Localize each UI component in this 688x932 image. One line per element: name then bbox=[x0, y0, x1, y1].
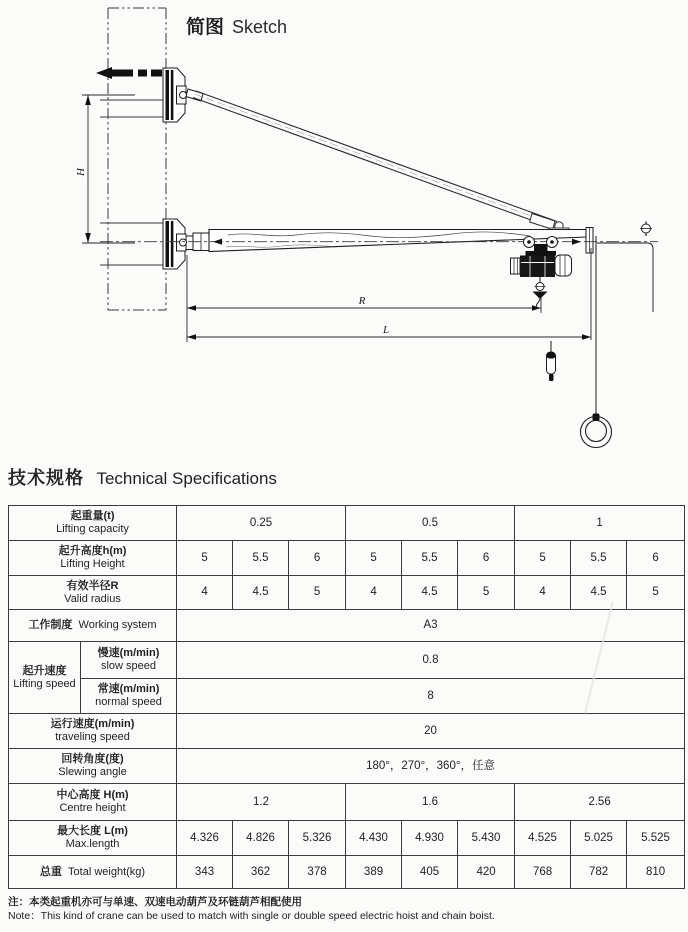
label-normal-speed bbox=[81, 679, 177, 714]
total-weight-value: 782 bbox=[571, 856, 627, 889]
traveling-speed-value: 20 bbox=[177, 714, 685, 749]
height-value: 6 bbox=[458, 541, 515, 576]
label-slow-speed-en: slow speed bbox=[100, 660, 157, 672]
label-total-weight-zh: 总重 bbox=[39, 865, 62, 878]
label-normal-speed-en: normal speed bbox=[95, 696, 162, 708]
max-length-value: 4.826 bbox=[233, 821, 289, 856]
row-working-system bbox=[9, 610, 685, 642]
row-centre-height bbox=[9, 784, 685, 821]
label-lifting-capacity bbox=[9, 506, 177, 541]
label-centre-height-zh: 中心高度 H(m) bbox=[56, 789, 129, 801]
crane-sketch bbox=[0, 0, 688, 460]
bottom-wall-bracket bbox=[163, 219, 193, 269]
centre-height-value: 1.6 bbox=[346, 784, 515, 821]
working-system-value: A3 bbox=[177, 610, 685, 642]
label-traveling-speed-en: traveling speed bbox=[55, 731, 130, 743]
crane-sketch-drawing bbox=[0, 0, 688, 460]
radius-value: 5 bbox=[289, 576, 346, 610]
footnote bbox=[8, 896, 495, 922]
height-value: 5.5 bbox=[571, 541, 627, 576]
radius-value: 4.5 bbox=[402, 576, 458, 610]
label-working-system-zh: 工作制度 bbox=[28, 619, 73, 631]
label-centre-height-en: Centre height bbox=[59, 802, 126, 814]
label-slewing-angle-en: Slewing angle bbox=[58, 766, 127, 778]
capacity-value: 0.25 bbox=[177, 506, 346, 541]
footnote-zh: 注：本类起重机亦可与单速、双速电动葫芦及环链葫芦相配使用 bbox=[8, 896, 302, 908]
radius-value: 4.5 bbox=[233, 576, 289, 610]
max-length-value: 5.430 bbox=[458, 821, 515, 856]
row-slow-speed bbox=[9, 642, 685, 679]
row-normal-speed bbox=[9, 679, 685, 714]
normal-speed-value: 8 bbox=[177, 679, 685, 714]
row-valid-radius bbox=[9, 576, 685, 610]
label-normal-speed-zh: 常速(m/min) bbox=[97, 683, 160, 695]
total-weight-value: 389 bbox=[346, 856, 402, 889]
height-value: 5 bbox=[515, 541, 571, 576]
label-lifting-height-zh: 起升高度h(m) bbox=[58, 545, 127, 557]
height-value: 5 bbox=[346, 541, 402, 576]
label-total-weight bbox=[9, 856, 177, 889]
radius-value: 4 bbox=[177, 576, 233, 610]
max-length-value: 4.930 bbox=[402, 821, 458, 856]
label-valid-radius-zh: 有效半径R bbox=[66, 579, 119, 592]
label-traveling-speed bbox=[9, 714, 177, 749]
sketch-title-zh: 简图 bbox=[186, 17, 225, 38]
footnote-en: Note：This kind of crane can be used to match with single or double speed electric hoist and chain boist. bbox=[8, 910, 495, 922]
height-value: 5.5 bbox=[402, 541, 458, 576]
spec-table bbox=[8, 505, 685, 889]
label-lifting-speed-zh: 起升速度 bbox=[22, 664, 67, 677]
max-length-value: 5.025 bbox=[571, 821, 627, 856]
height-value: 6 bbox=[627, 541, 685, 576]
dimension-L-label: L bbox=[382, 324, 390, 336]
label-lifting-capacity-zh: 起重量(t) bbox=[70, 510, 115, 522]
label-valid-radius bbox=[9, 576, 177, 610]
label-lifting-speed bbox=[9, 642, 81, 714]
total-weight-value: 405 bbox=[402, 856, 458, 889]
row-max-length bbox=[9, 821, 685, 856]
label-valid-radius-en: Valid radius bbox=[64, 592, 121, 605]
row-traveling-speed bbox=[9, 714, 685, 749]
slow-speed-value: 0.8 bbox=[177, 642, 685, 679]
label-total-weight-en: Total weight(kg) bbox=[68, 865, 146, 878]
label-lifting-height bbox=[9, 541, 177, 576]
total-weight-value: 810 bbox=[627, 856, 685, 889]
centre-height-value: 1.2 bbox=[177, 784, 346, 821]
radius-value: 4 bbox=[346, 576, 402, 610]
max-length-value: 4.430 bbox=[346, 821, 402, 856]
total-weight-value: 362 bbox=[233, 856, 289, 889]
dimension-H-label: H bbox=[75, 168, 87, 176]
row-lifting-height bbox=[9, 541, 685, 576]
label-slow-speed bbox=[81, 642, 177, 679]
label-max-length bbox=[9, 821, 177, 856]
total-weight-value: 378 bbox=[289, 856, 346, 889]
label-lifting-height-en: Lifting Height bbox=[60, 558, 125, 570]
hoist-hook bbox=[533, 277, 548, 307]
max-length-value: 5.326 bbox=[289, 821, 346, 856]
height-value: 5.5 bbox=[233, 541, 289, 576]
section-title bbox=[8, 464, 277, 490]
max-length-value: 4.525 bbox=[515, 821, 571, 856]
sketch-title-en: Sketch bbox=[232, 17, 288, 37]
label-slewing-angle-zh: 回转角度(度) bbox=[61, 753, 124, 765]
electric-hoist bbox=[511, 237, 572, 278]
label-centre-height bbox=[9, 784, 177, 821]
row-slewing-angle bbox=[9, 749, 685, 784]
tie-rod bbox=[193, 91, 569, 233]
section-title-zh: 技术规格 bbox=[8, 468, 84, 488]
height-value: 6 bbox=[289, 541, 346, 576]
radius-value: 4 bbox=[515, 576, 571, 610]
label-slewing-angle bbox=[9, 749, 177, 784]
label-lifting-speed-en: Lifting speed bbox=[13, 677, 76, 690]
label-slow-speed-zh: 慢速(m/min) bbox=[97, 647, 160, 659]
column-plate-lines bbox=[100, 100, 163, 265]
dimension-R-label: R bbox=[358, 295, 366, 307]
height-value: 5 bbox=[177, 541, 233, 576]
slewing-angle-value: 180°，270°，360°，任意 bbox=[177, 749, 685, 784]
label-max-length-zh: 最大长度 L(m) bbox=[57, 825, 128, 837]
load-ring bbox=[581, 236, 612, 448]
anchor-arrow-icon bbox=[96, 67, 162, 79]
section-title-en: Technical Specifications bbox=[96, 469, 277, 488]
total-weight-value: 768 bbox=[515, 856, 571, 889]
radius-value: 4.5 bbox=[571, 576, 627, 610]
centre-height-value: 2.56 bbox=[515, 784, 685, 821]
label-max-length-en: Max.length bbox=[65, 838, 120, 850]
max-length-value: 4.326 bbox=[177, 821, 233, 856]
radius-value: 5 bbox=[458, 576, 515, 610]
label-working-system-en: Working system bbox=[78, 619, 157, 631]
pendant-control bbox=[547, 341, 556, 381]
capacity-value: 0.5 bbox=[346, 506, 515, 541]
label-traveling-speed-zh: 运行速度(m/min) bbox=[50, 718, 135, 730]
label-working-system bbox=[9, 610, 177, 642]
row-lifting-capacity bbox=[9, 506, 685, 541]
row-total-weight bbox=[9, 856, 685, 889]
total-weight-value: 420 bbox=[458, 856, 515, 889]
radius-value: 5 bbox=[627, 576, 685, 610]
jib-tip-fitting bbox=[597, 222, 653, 313]
capacity-value: 1 bbox=[515, 506, 685, 541]
max-length-value: 5.525 bbox=[627, 821, 685, 856]
total-weight-value: 343 bbox=[177, 856, 233, 889]
label-lifting-capacity-en: Lifting capacity bbox=[56, 523, 129, 535]
